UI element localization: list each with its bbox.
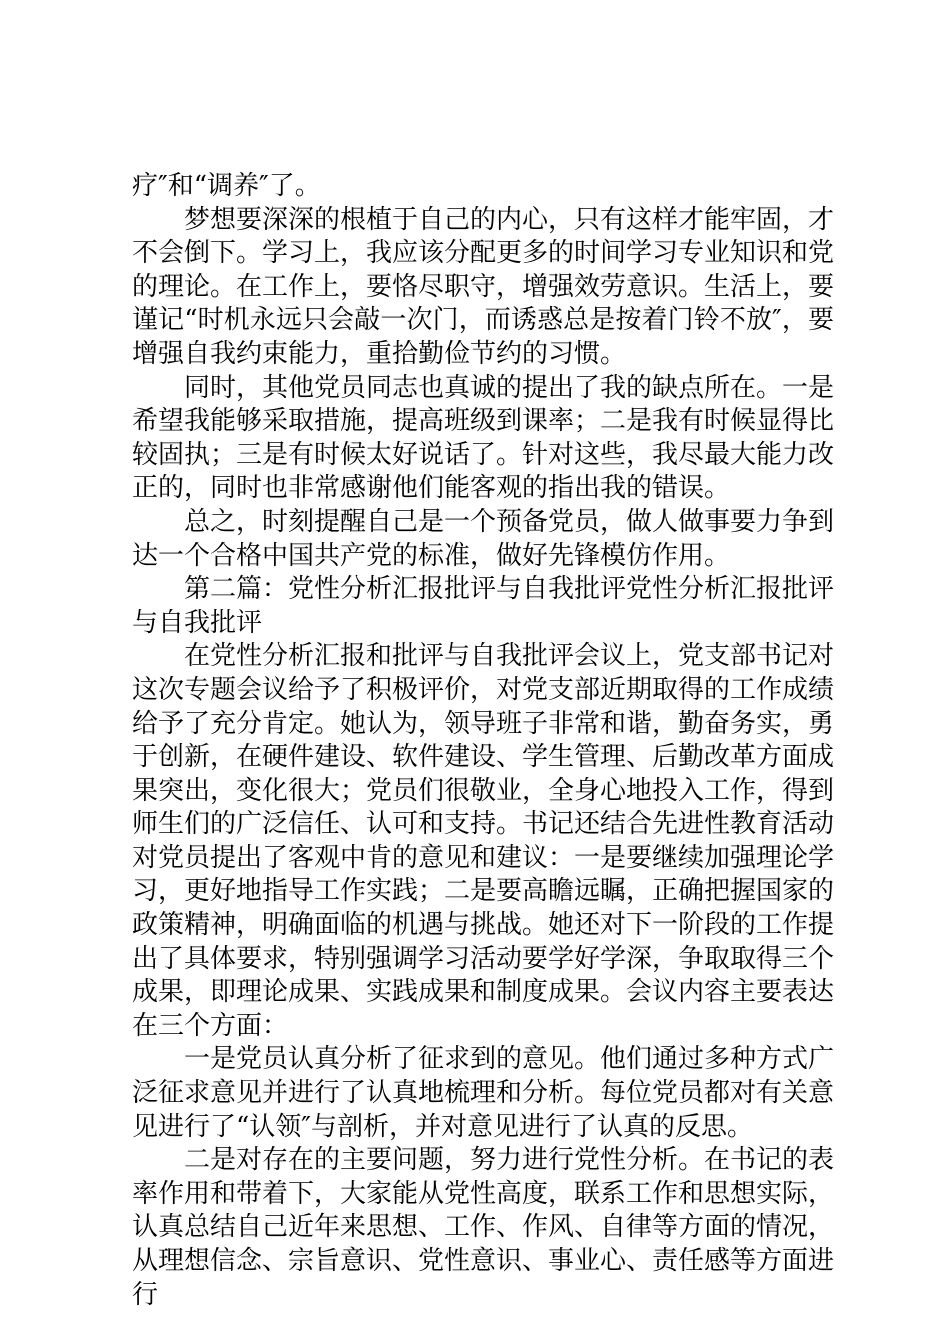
- paragraph-dream: 梦想要深深的根植于自己的内心，只有这样才能牢固，才不会倒下。学习上，我应该分配更多的时间学习专业知识和党的理论。在工作上，要恪尽职守，增强效劳意识。生活上，要谨记“时机永远只会敲一次门，而诱惑总是按着门铃不放″，要增强自我约束能力，重拾勤俭节约的习惯。: [132, 204, 835, 369]
- paragraph-conclusion: 总之，时刻提醒自己是一个预备党员，做人做事要力争到达一个合格中国共产党的标准，做好先锋模仿作用。: [132, 506, 835, 571]
- paragraph-shortcomings: 同时，其他党员同志也真诚的提出了我的缺点所在。一是希望我能够采取措施，提高班级到课率；二是我有时候显得比较固执；三是有时候太好说话了。针对这些，我尽最大能力改正的，同时也非常感谢他们能客观的指出我的错误。: [132, 372, 835, 504]
- document-body: [132, 170, 834, 1312]
- paragraph-meeting: 在党性分析汇报和批评与自我批评会议上，党支部书记对这次专题会议给予了积极评价，对党支部近期取得的工作成绩给予了充分肯定。她认为，领导班子非常和谐，勤奋务实，勇于创新，在硬件建设、软件建设、学生管理、后勤改革方面成果突出，变化很大；党员们很敬业，全身心地投入工作，得到师生们的广泛信任、认可和支持。书记还结合先进性教育活动对党员提出了客观中肯的意见和建议：一是要继续加强理论学习，更好地指导工作实践；二是要高瞻远瞩，正确把握国家的政策精神，明确面临的机遇与挑战。她还对下一阶段的工作提出了具体要求，特别强调学习活动要学好学深，争取取得三个成果，即理论成果、实践成果和制度成果。会议内容主要表达在三个方面：: [132, 641, 835, 1041]
- paragraph-continuation: 疗″和“调养″了。: [132, 171, 321, 201]
- paragraph-point-one: 一是党员认真分析了征求到的意见。他们通过多种方式广泛征求意见并进行了认真地梳理和分析。每位党员都对有关意见进行了“认领″与剖析，并对意见进行了认真的反思。: [132, 1044, 835, 1142]
- paragraph-point-two: 二是对存在的主要问题，努力进行党性分析。在书记的表率作用和带着下，大家能从党性高度，联系工作和思想实际，认真总结自己近年来思想、工作、作风、自律等方面的情况，从理想信念、宗旨意识、党性意识、事业心、责任感等方面进行: [132, 1145, 835, 1310]
- section-heading: 第二篇：党性分析汇报批评与自我批评党性分析汇报批评与自我批评: [132, 574, 835, 638]
